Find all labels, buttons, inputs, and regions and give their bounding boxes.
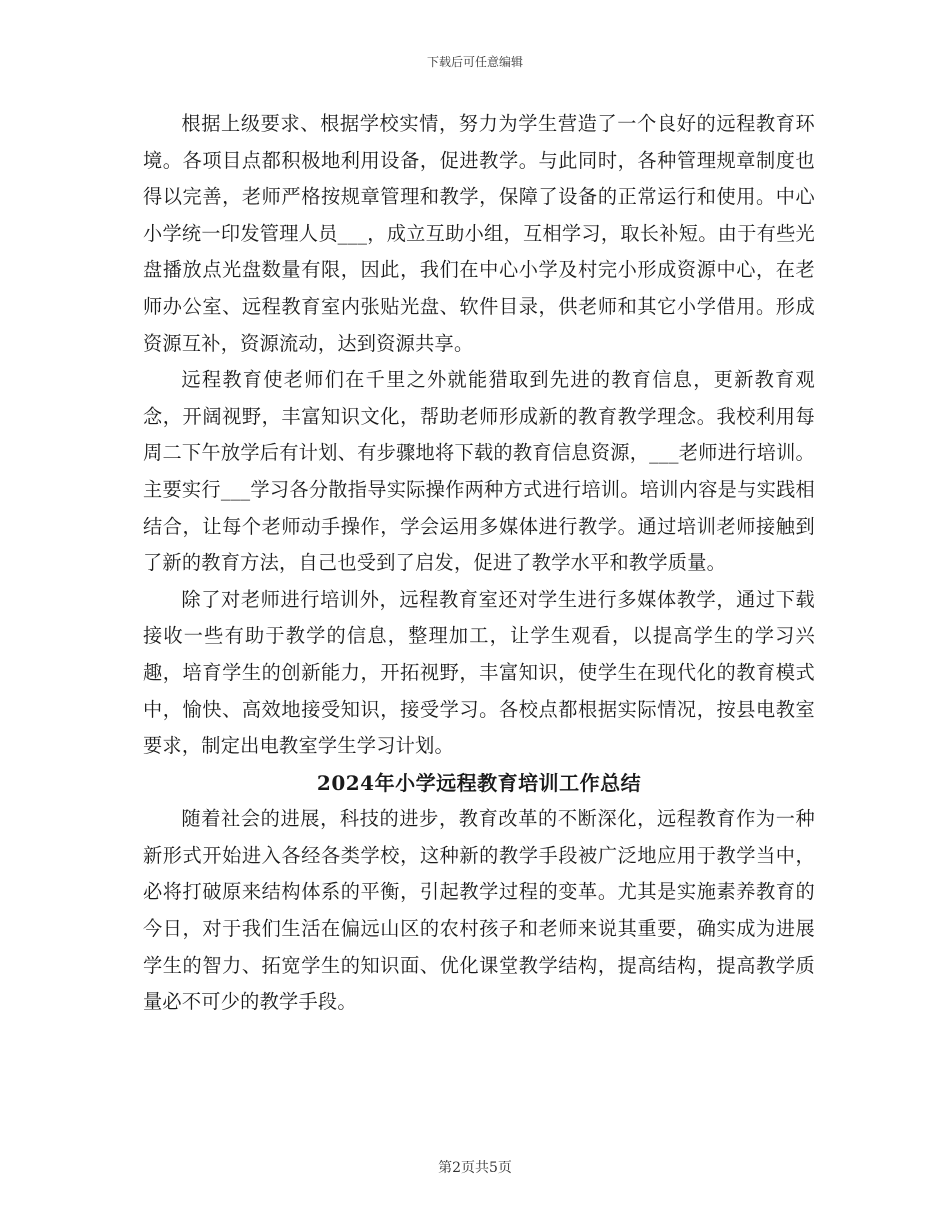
section-title: 2024年小学远程教育培训工作总结 [316,770,642,795]
page-number: 第2页共5页 [438,1160,512,1176]
paragraph-resource-sharing: 根据上级要求、根据学校实情，努力为学生营造了一个良好的远程教育环境。各项目点都积极地利用设备，促进教学。与此同时，各种管理规章制度也得以完善，老师严格按规章管理和教学，保障了设备的正常运行和使用。中心小学统一印发管理人员___，成立互助小组，互相学习，取长补短。由于有些光盘播放点光盘数量有限，因此，我们在中心小学及村完小形成资源中心，在老师办公室、远程教育室内张贴光盘、软件目录，供老师和其它小学借用。形成资源互补，资源流动，达到资源共享。 [143,112,815,355]
paragraph-teacher-training: 远程教育使老师们在千里之外就能猎取到先进的教育信息，更新教育观念，开阔视野，丰富知识文化，帮助老师形成新的教育教学理念。我校利用每周二下午放学后有计划、有步骤地将下载的教育信息资源，___老师进行培训。主要实行___学习各分散指导实际操作两种方式进行培训。培训内容是与实践相结合，让每个老师动手操作，学会运用多媒体进行教学。通过培训老师接触到了新的教育方法，自己也受到了启发，促进了教学水平和教学质量。 [143,368,815,575]
page-header-note: 下载后可任意编辑 [426,55,523,69]
paragraph-introduction: 随着社会的进展，科技的进步，教育改革的不断深化，远程教育作为一种新形式开始进入各经各类学校，这种新的教学手段被广泛地应用于教学当中，必将打破原来结构体系的平衡，引起教学过程的变革。尤其是实施素养教育的今日，对于我们生活在偏远山区的农村孩子和老师来说其重要，确实成为进展学生的智力、拓宽学生的知识面、优化课堂教学结构，提高结构，提高教学质量必不可少的教学手段。 [143,807,815,1014]
paragraph-student-teaching: 除了对老师进行培训外，远程教育室还对学生进行多媒体教学，通过下载接收一些有助于教学的信息，整理加工，让学生观看，以提高学生的学习兴趣，培育学生的创新能力，开拓视野，丰富知识，使学生在现代化的教育模式中，愉快、高效地接受知识，接受学习。各校点都根据实际情况，按县电教室要求，制定出电教室学生学习计划。 [143,587,815,758]
document-body [143,106,815,1021]
